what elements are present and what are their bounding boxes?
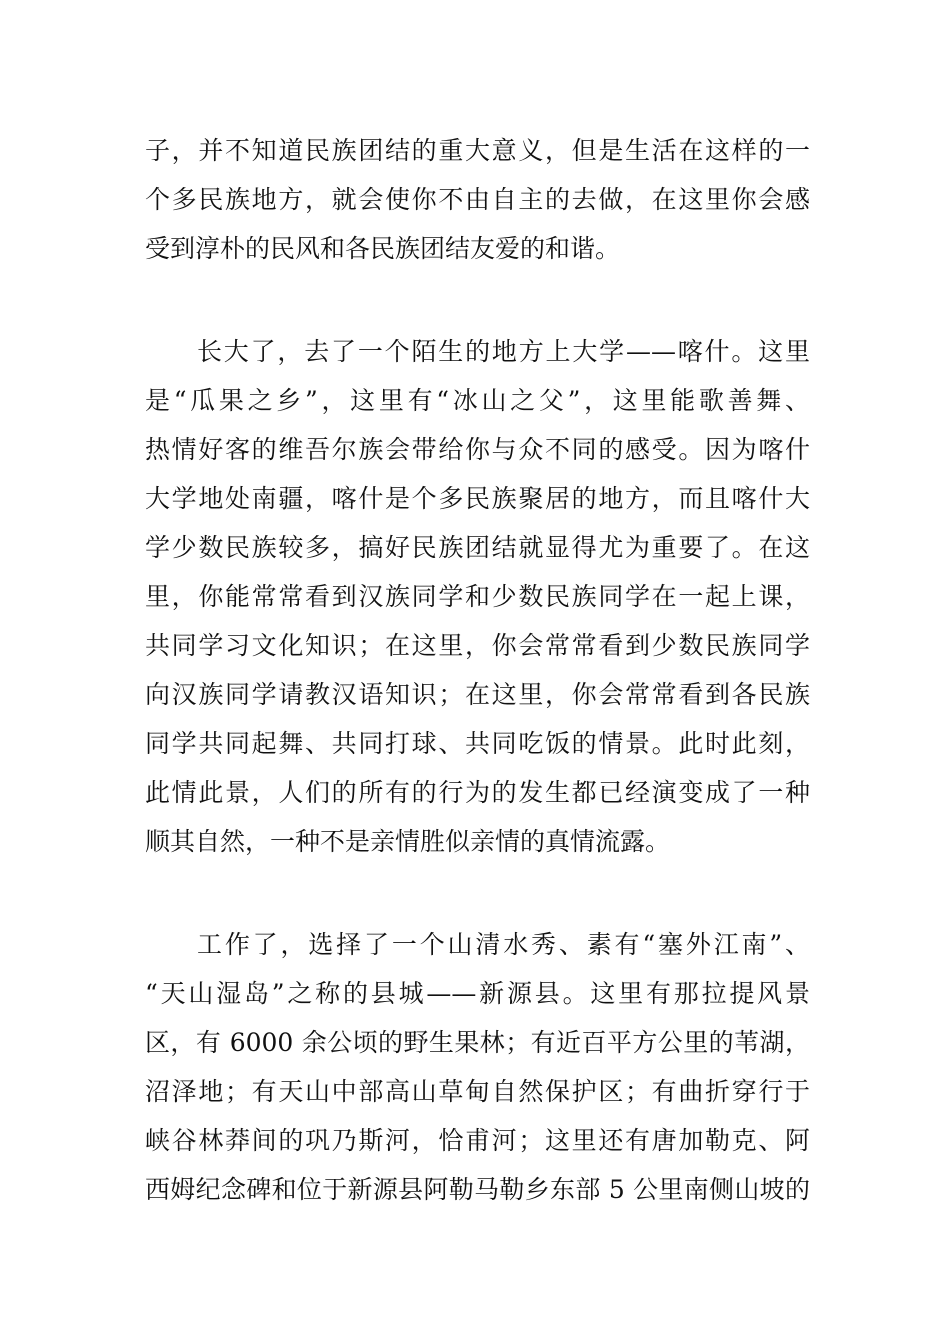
- paragraph-line: 西姆纪念碑和位于新源县阿勒马勒乡东部 5 公里南侧山坡的: [145, 1175, 810, 1204]
- paragraph-3: [145, 920, 810, 1214]
- paragraph-line: 峡谷林莽间的巩乃斯河，恰甫河；这里还有唐加勒克、阿: [145, 1126, 810, 1155]
- paragraph-1: [145, 126, 810, 273]
- paragraph-line: 向汉族同学请教汉语知识；在这里，你会常常看到各民族: [145, 680, 810, 709]
- paragraph-line: 此情此景，人们的所有的行为的发生都已经演变成了一种: [145, 778, 810, 807]
- paragraph-2: [145, 327, 810, 866]
- paragraph-line: 是“瓜果之乡”，这里有“冰山之父”，这里能歌善舞、: [145, 386, 810, 415]
- paragraph-line: 共同学习文化知识；在这里，你会常常看到少数民族同学: [145, 631, 810, 660]
- paragraph-line: 长大了，去了一个陌生的地方上大学——喀什。这里: [197, 337, 810, 366]
- paragraph-line: 子，并不知道民族团结的重大意义，但是生活在这样的一: [145, 136, 810, 165]
- paragraph-line: 学少数民族较多，搞好民族团结就显得尤为重要了。在这: [145, 533, 810, 562]
- paragraph-line: 沼泽地；有天山中部高山草甸自然保护区；有曲折穿行于: [145, 1077, 810, 1106]
- paragraph-line: 热情好客的维吾尔族会带给你与众不同的感受。因为喀什: [145, 435, 810, 464]
- paragraph-line: 个多民族地方，就会使你不由自主的去做，在这里你会感: [145, 185, 810, 214]
- paragraph-line: “天山湿岛”之称的县城——新源县。这里有那拉提风景: [145, 979, 810, 1008]
- paragraph-line: 区，有 6000 余公顷的野生果林；有近百平方公里的苇湖，: [145, 1028, 810, 1057]
- paragraph-line: 大学地处南疆，喀什是个多民族聚居的地方，而且喀什大: [145, 484, 810, 513]
- paragraph-line: 顺其自然，一种不是亲情胜似亲情的真情流露。: [145, 827, 671, 856]
- paragraph-line: 同学共同起舞、共同打球、共同吃饭的情景。此时此刻，: [145, 729, 810, 758]
- paragraph-line: 里，你能常常看到汉族同学和少数民族同学在一起上课，: [145, 582, 810, 611]
- paragraph-line: 受到淳朴的民风和各民族团结友爱的和谐。: [145, 234, 621, 263]
- paragraph-line: 工作了，选择了一个山清水秀、素有“塞外江南”、: [197, 930, 810, 959]
